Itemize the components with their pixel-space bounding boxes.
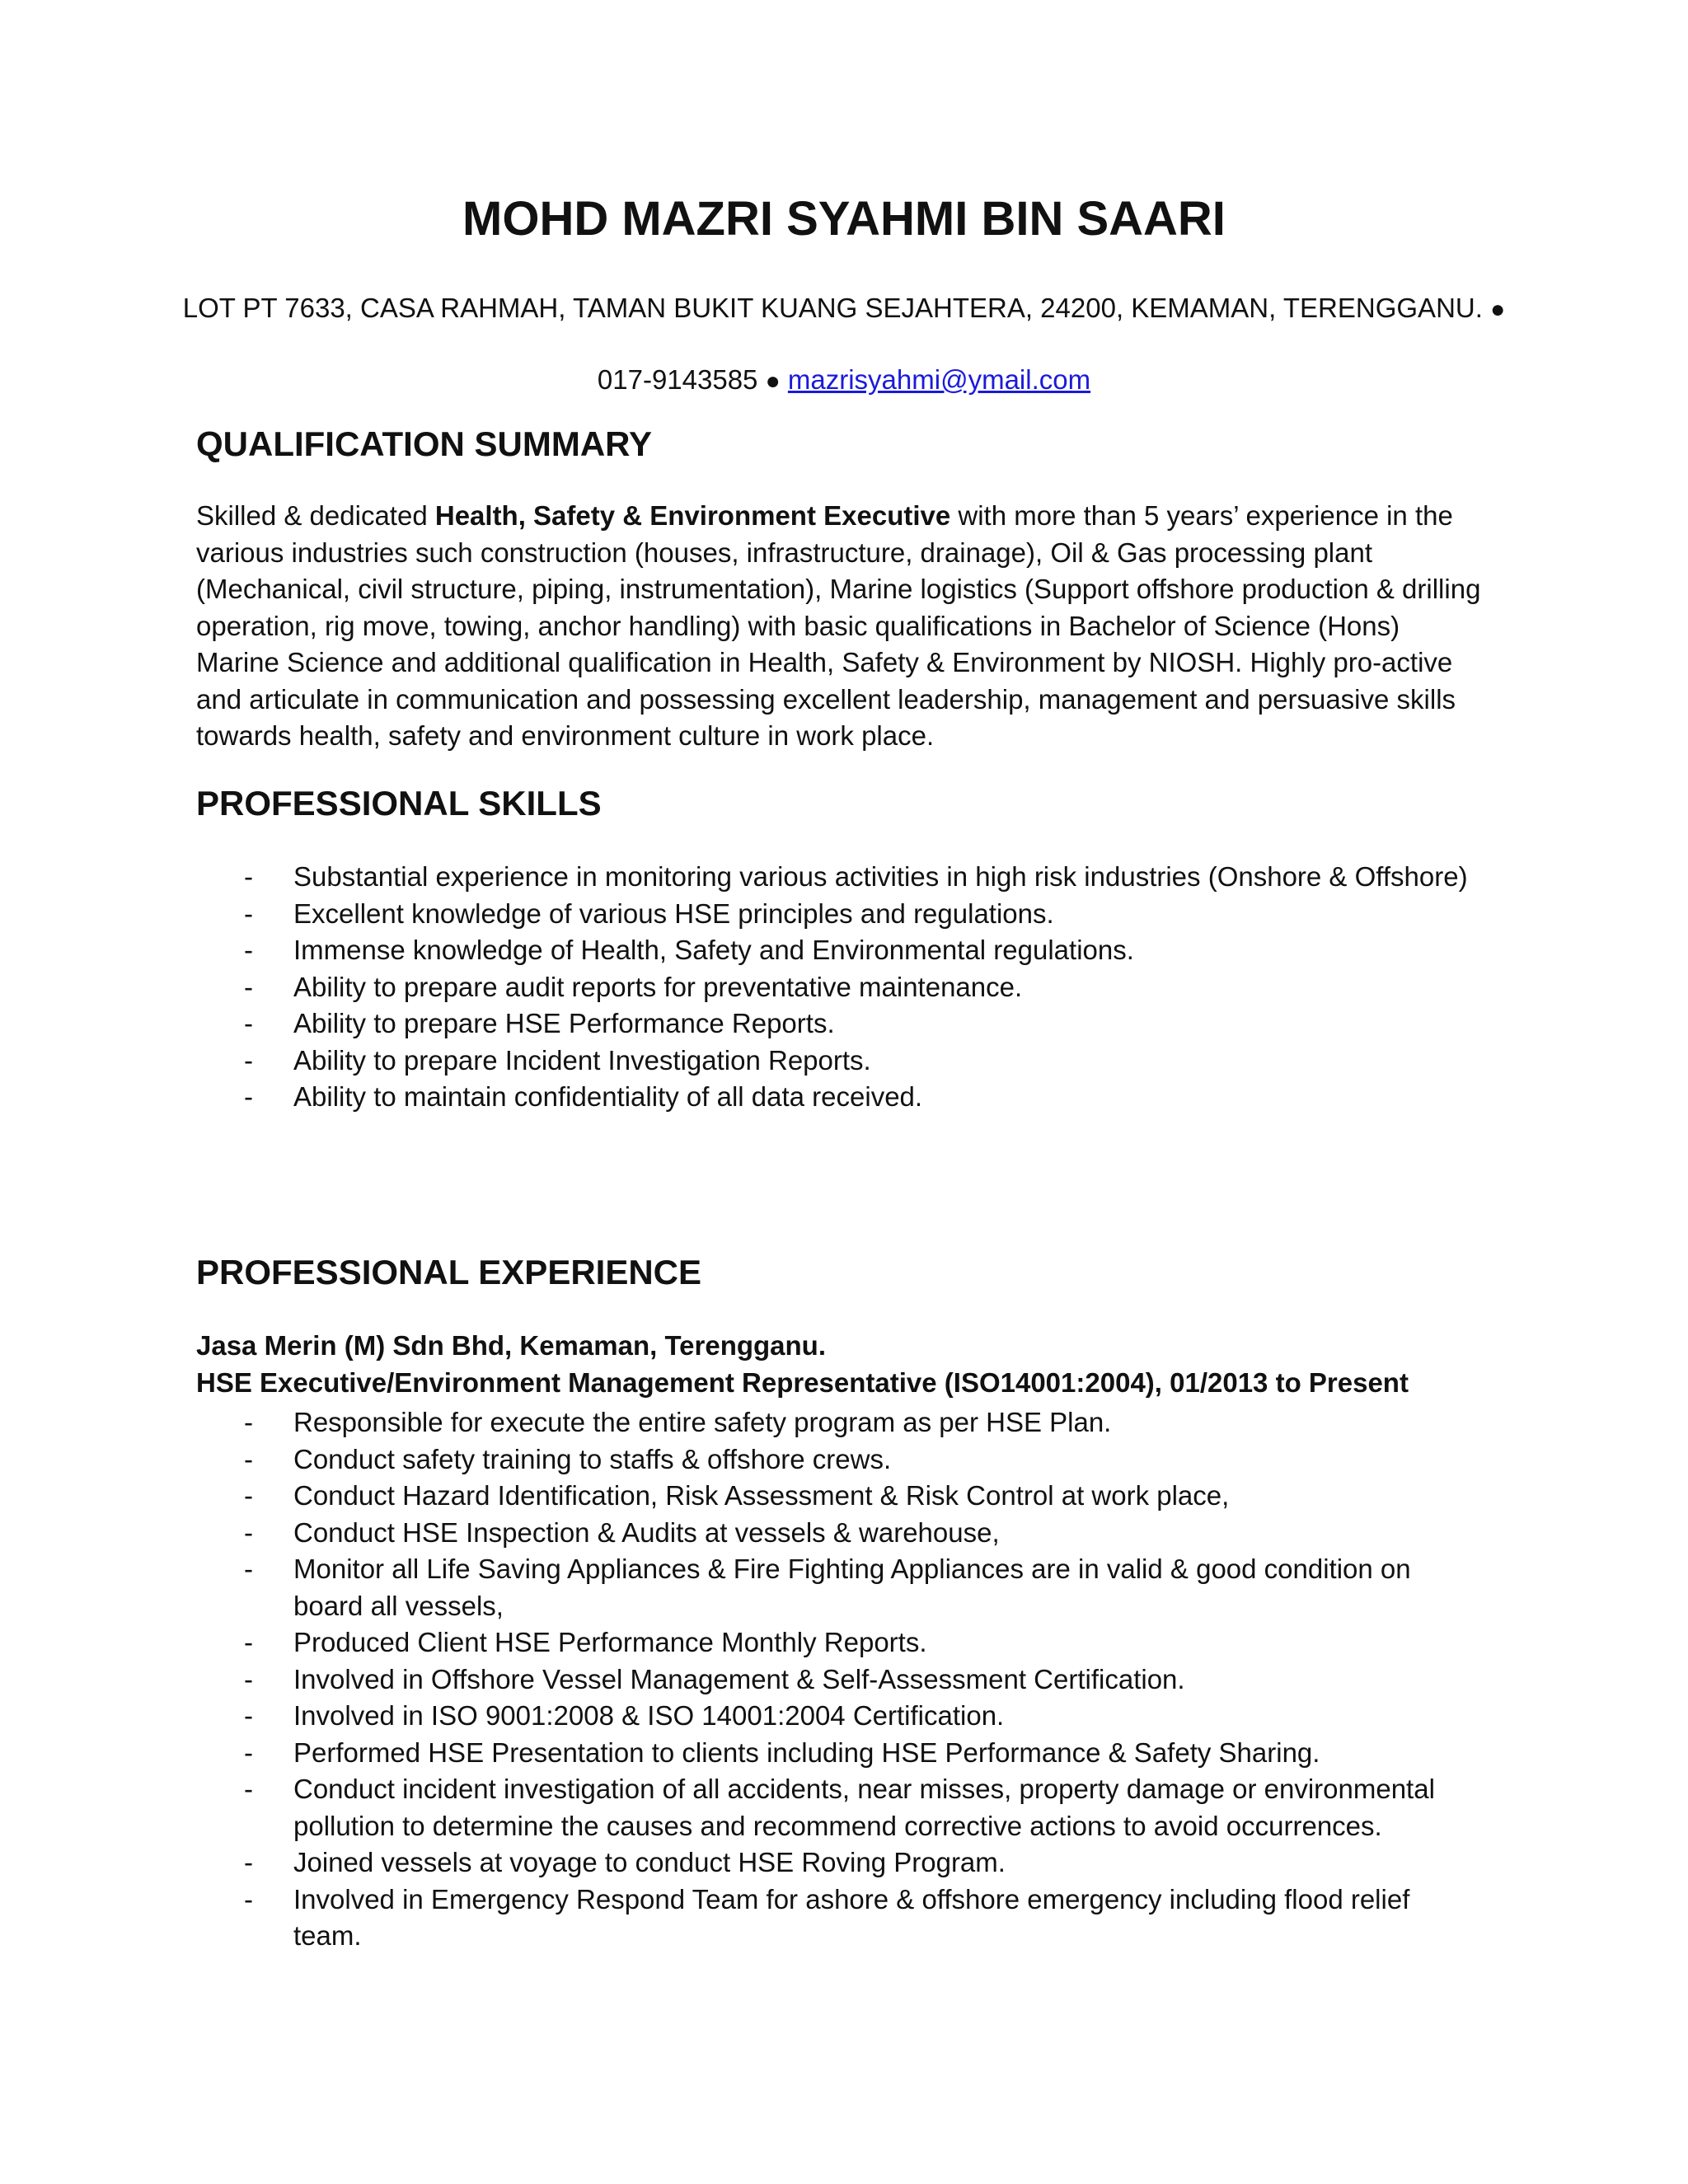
duty-item: - Conduct HSE Inspection & Audits at vessels & warehouse, — [0, 1515, 1472, 1552]
duty-item: - Joined vessels at voyage to conduct HSE Roving Program. — [0, 1844, 1472, 1882]
employer-name: Jasa Merin (M) Sdn Bhd, Kemaman, Terengganu. — [196, 1330, 827, 1361]
summary-intro: Skilled & dedicated — [196, 500, 435, 531]
address-line — [0, 293, 1688, 324]
duty-item: - Produced Client HSE Performance Monthly Reports. — [0, 1624, 1472, 1661]
qualification-heading: QUALIFICATION SUMMARY — [196, 424, 652, 463]
qualification-summary — [196, 498, 1482, 755]
candidate-name: MOHD MAZRI SYAHMI BIN SAARI — [462, 192, 1226, 246]
duty-item: - Involved in ISO 9001:2008 & ISO 14001:2004 Certification. — [0, 1698, 1472, 1735]
duty-item: - Responsible for execute the entire safety program as per HSE Plan. — [0, 1404, 1472, 1441]
job-title: HSE Executive/Environment Management Representative (ISO14001:2004), 01/2013 to Present — [196, 1367, 1409, 1398]
summary-body: with more than 5 years’ experience in the various industries such construction (houses, infrastructure, drainage), Oil & Gas processing plant (Mechanical, civil structure, piping, instrumentation), Marine logistics (Support offshore production & drilling operation, rig move, towing, anchor handling) with basic qualifications in Bachelor of Science (Hons) Marine Science and additional qualification in Health, Safety & Environment by NIOSH. Highly pro-active and articulate in communication and possessing excellent leadership, management and persuasive skills towards health, safety and environment culture in work place. — [196, 500, 1481, 751]
email-link[interactable]: mazrisyahmi@ymail.com — [787, 364, 1091, 395]
phone-number: 017-9143585 — [597, 364, 758, 395]
skill-item: - Ability to prepare Incident Investigation Reports. — [0, 1043, 1472, 1080]
duty-item: - Performed HSE Presentation to clients including HSE Performance & Safety Sharing. — [0, 1735, 1472, 1772]
skill-item: - Ability to maintain confidentiality of all data received. — [0, 1079, 1472, 1116]
separator-dot: ● — [1490, 296, 1506, 323]
experience-duties-list — [0, 1404, 1472, 1955]
duty-item: - Involved in Emergency Respond Team for ashore & offshore emergency including flood relief team. — [0, 1882, 1472, 1955]
duty-item: - Conduct Hazard Identification, Risk Assessment & Risk Control at work place, — [0, 1478, 1472, 1515]
duty-item: - Conduct safety training to staffs & offshore crews. — [0, 1441, 1472, 1479]
summary-role-emphasis: Health, Safety & Environment Executive — [434, 500, 951, 531]
skills-heading: PROFESSIONAL SKILLS — [196, 784, 602, 823]
skills-list — [0, 859, 1472, 1116]
skill-item: - Immense knowledge of Health, Safety and Environmental regulations. — [0, 932, 1472, 969]
skill-item: - Ability to prepare HSE Performance Reports. — [0, 1005, 1472, 1043]
address-text: LOT PT 7633, CASA RAHMAH, TAMAN BUKIT KUANG SEJAHTERA, 24200, KEMAMAN, TERENGGANU. — [182, 293, 1483, 323]
duty-item: - Conduct incident investigation of all accidents, near misses, property damage or environmental pollution to determine the causes and recommend corrective actions to avoid occurrences. — [0, 1771, 1472, 1844]
experience-heading: PROFESSIONAL EXPERIENCE — [196, 1253, 702, 1291]
contact-line — [0, 364, 1688, 396]
separator-dot: ● — [765, 368, 781, 395]
duty-item: - Monitor all Life Saving Appliances & Fire Fighting Appliances are in valid & good condition on board all vessels, — [0, 1551, 1472, 1624]
skill-item: - Excellent knowledge of various HSE principles and regulations. — [0, 896, 1472, 933]
skill-item: - Ability to prepare audit reports for preventative maintenance. — [0, 969, 1472, 1006]
skill-item: - Substantial experience in monitoring various activities in high risk industries (Onshore & Offshore) — [0, 859, 1472, 896]
duty-item: - Involved in Offshore Vessel Management & Self-Assessment Certification. — [0, 1661, 1472, 1699]
